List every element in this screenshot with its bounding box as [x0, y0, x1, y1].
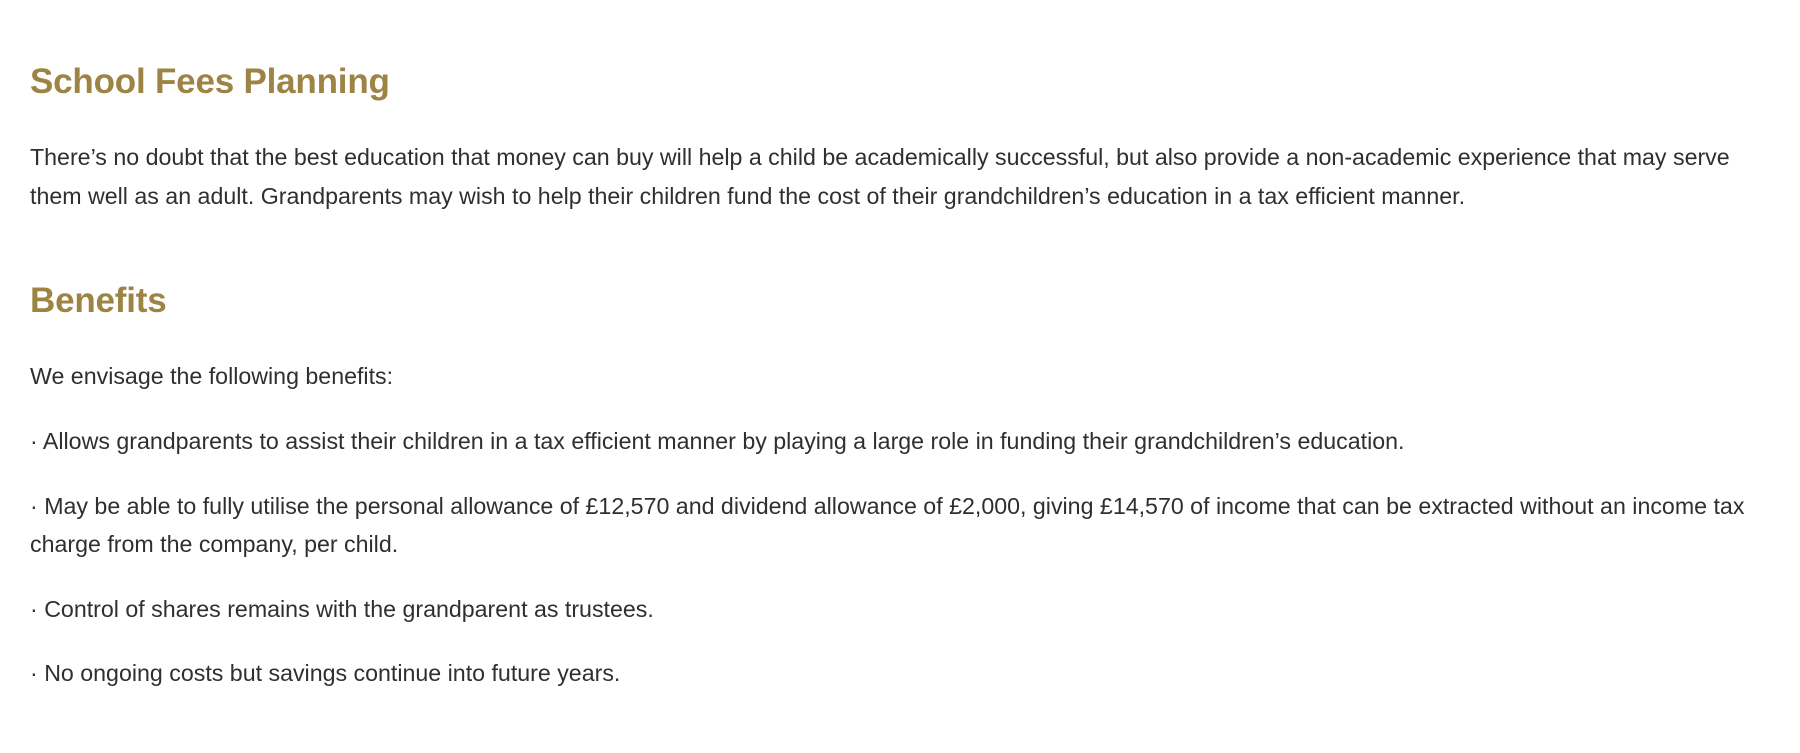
bullet-marker: · — [30, 595, 38, 622]
benefits-intro-text: We envisage the following benefits: — [30, 363, 394, 389]
benefit-item-no-ongoing-costs — [30, 654, 1770, 693]
bullet-marker: · — [30, 428, 38, 454]
benefit-item-allowances — [30, 487, 1770, 564]
school-fees-intro-paragraph: There’s no doubt that the best education that money can buy will help a child be academically successful, but also provide a non-academic experience that may serve them well as an adult. Grandparents may wish to help their children fund the cost of their grandchildren’s education in a tax efficient manner. — [30, 144, 1730, 209]
benefit-item-control-of-shares — [30, 590, 1770, 629]
benefit-text: No ongoing costs but savings continue into future years. — [44, 660, 621, 686]
heading-benefits: Benefits — [30, 281, 167, 320]
bullet-marker: · — [30, 492, 38, 519]
benefit-item-grandparents-assist — [30, 422, 1770, 461]
benefits-list — [30, 422, 1770, 719]
benefit-text: May be able to fully utilise the personal allowance of £12,570 and dividend allowance of £2,000, giving £14,570 of income that can be extracted without an income tax charge from the company, per child. — [30, 492, 1745, 557]
benefit-text: Control of shares remains with the grandparent as trustees. — [44, 595, 654, 622]
bullet-marker: · — [30, 660, 38, 686]
heading-school-fees-planning: School Fees Planning — [30, 62, 390, 101]
benefit-text: Allows grandparents to assist their children in a tax efficient manner by playing a large role in funding their grandchildren’s education. — [42, 428, 1405, 454]
